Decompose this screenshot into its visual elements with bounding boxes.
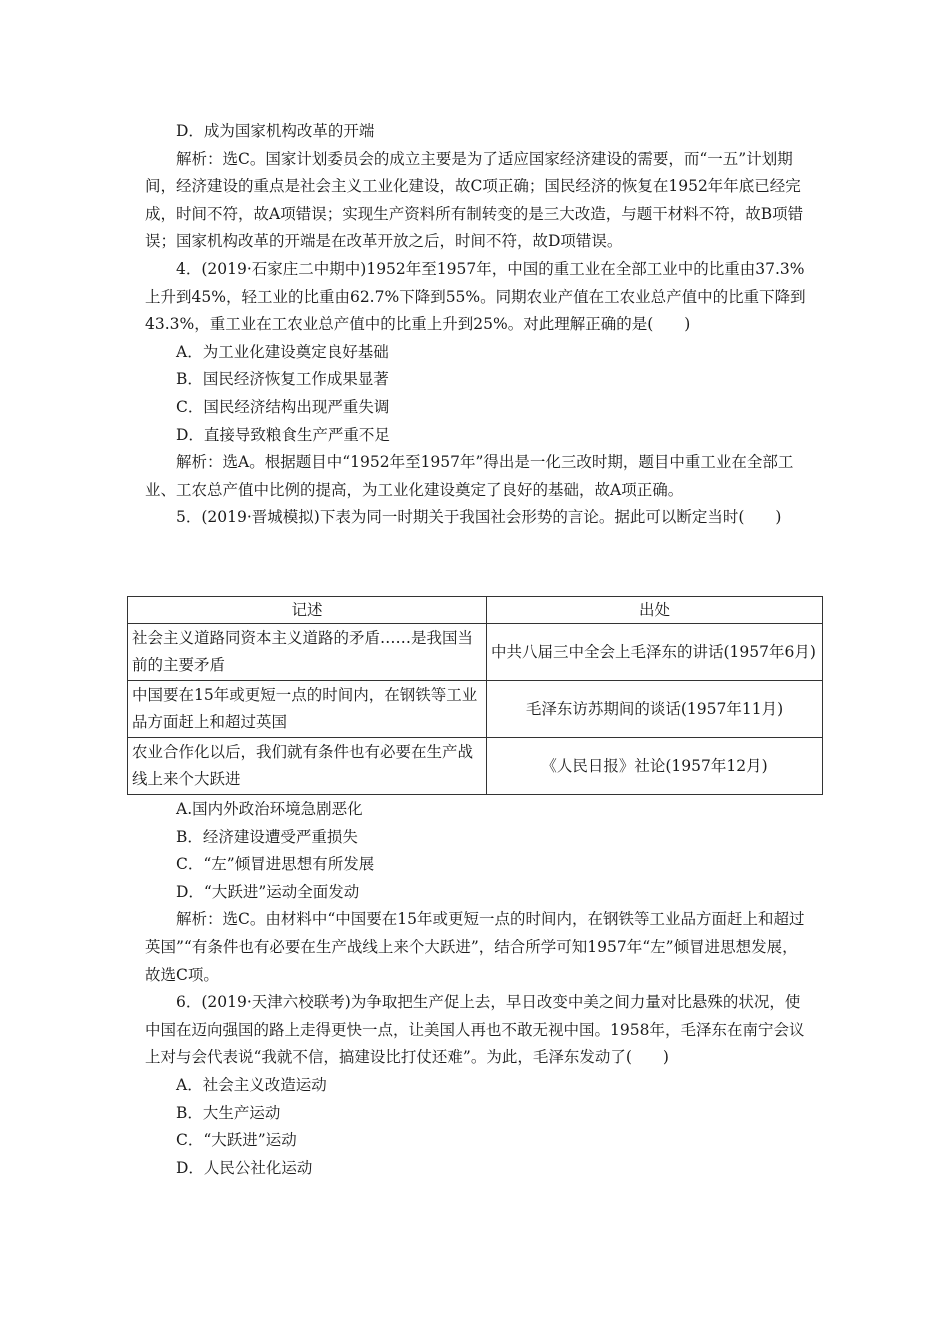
analysis-q4: 解析：选A。根据题目中“1952年至1957年”得出是一化三改时期，题目中重工业在全部工业、工农总产值中比例的提高，为工业化建设奠定了良好的基础，故A项正确。 (145, 453, 794, 499)
table-header: 出处 (487, 597, 823, 624)
table-cell: 社会主义道路同资本主义道路的矛盾……是我国当前的主要矛盾 (128, 624, 487, 681)
option-c: C．“左”倾冒进思想有所发展 (176, 855, 375, 874)
question-6: 6．(2019·天津六校联考)为争取把生产促上去，早日改变中美之间力量对比悬殊的状况，使中国在迈向强国的路上走得更快一点，让美国人再也不敢无视中国。1958年，毛泽东在南宁会议上对与会代表说“我就不信，搞建设比打仗还难”。为此，毛泽东发动了( ) (145, 993, 805, 1067)
question-4: 4．(2019·石家庄二中期中)1952年至1957年，中国的重工业在全部工业中的比重由37.3% 上升到45%，轻工业的比重由62.7%下降到55%。同期农业产值在工农业总产值中的比重下降到43.3%，重工业在工农业总产值中的比重上升到25%。对此理解正确的是( ) (145, 259, 806, 334)
table-row (128, 738, 823, 795)
table-cell: 中共八届三中全会上毛泽东的讲话(1957年6月) (487, 624, 823, 681)
table-row (128, 681, 823, 738)
option-c: C．“大跃进”运动 (176, 1131, 297, 1150)
analysis-q3: 解析：选C。国家计划委员会的成立主要是为了适应国家经济建设的需要，而“一五”计划期间，经济建设的重点是社会主义工业化建设，故C项正确；国民经济的恢复在1952年年底已经完成，时间不符，故A项错误；实现生产资料所有制转变的是三大改造，与题干材料不符，故B项错误；国家机构改革的开端是在改革开放之后，时间不符，故D项错误。 (145, 149, 804, 251)
table-row (128, 624, 823, 681)
analysis-q5: 解析：选C。由材料中“中国要在15年或更短一点的时间内，在钢铁等工业品方面赶上和超过英国”“有条件也有必要在生产战线上来个大跃进”，结合所学可知1957年“左”倾冒进思想发展，故选C项。 (145, 910, 805, 984)
table-header-row (128, 597, 823, 624)
table-cell: 农业合作化以后，我们就有条件也有必要在生产战线上来个大跃进 (128, 738, 487, 795)
option-a: A．为工业化建设奠定良好基础 (176, 342, 389, 361)
table-cell: 中国要在15年或更短一点的时间内，在钢铁等工业品方面赶上和超过英国 (128, 681, 487, 738)
option-d: D．人民公社化运动 (176, 1158, 313, 1177)
option-c: C．国民经济结构出现严重失调 (176, 397, 390, 416)
text-block-upper (145, 118, 813, 532)
option-b: B．大生产运动 (176, 1103, 281, 1122)
option-d: D．成为国家机构改革的开端 (176, 122, 375, 140)
table-cell: 毛泽东访苏期间的谈话(1957年11月) (487, 681, 823, 738)
option-a: A．社会主义改造运动 (176, 1075, 327, 1094)
question-5: 5．(2019·晋城模拟)下表为同一时期关于我国社会形势的言论。据此可以断定当时( ) (176, 508, 782, 527)
table-cell: 《人民日报》社论(1957年12月) (487, 738, 823, 795)
text-block-lower (145, 796, 813, 1182)
option-b: B．国民经济恢复工作成果显著 (176, 370, 389, 389)
option-b: B．经济建设遭受严重损失 (176, 827, 358, 846)
option-d: D．“大跃进”运动全面发动 (176, 882, 360, 901)
quotation-table (127, 596, 823, 795)
table-header: 记述 (128, 597, 487, 624)
option-a: A.国内外政治环境急剧恶化 (176, 800, 363, 818)
option-d: D．直接导致粮食生产严重不足 (176, 425, 390, 444)
